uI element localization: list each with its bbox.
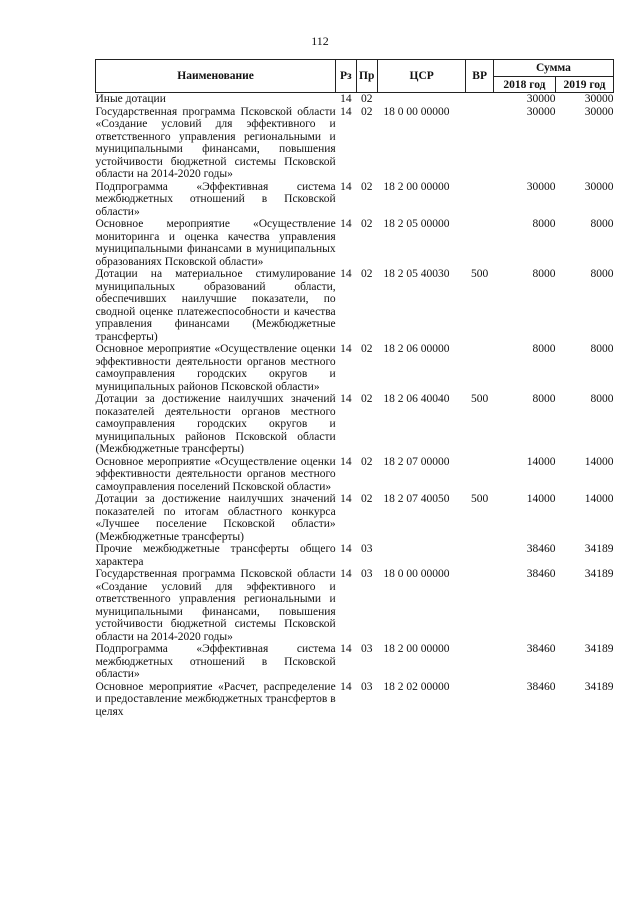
cell-rz: 14 <box>340 268 352 280</box>
table-row <box>96 218 614 268</box>
table-row <box>96 568 614 643</box>
cell-y2019: 8000 <box>590 218 614 230</box>
cell-pr: 02 <box>360 218 373 230</box>
cell-y2019: 34189 <box>584 543 614 555</box>
cell-y2018: 30000 <box>526 105 556 118</box>
cell-pr: 02 <box>360 455 373 468</box>
cell-csr: 18 2 07 00000 <box>383 455 450 468</box>
table-row <box>96 543 614 568</box>
cell-y2018: 8000 <box>532 393 556 405</box>
cell-pr: 02 <box>360 393 373 405</box>
header-name: Наименование <box>96 60 336 93</box>
cell-y2018: 38460 <box>526 680 556 693</box>
table-row <box>96 106 614 181</box>
cell-name: Основное мероприятие «Осуществление оценки эффективности деятельности органов местного самоуправления городских округов и муниципальных районов Псковской области» <box>95 343 336 393</box>
cell-csr: 18 2 06 00000 <box>383 343 450 355</box>
header-vr: ВР <box>466 60 493 93</box>
cell-y2019: 8000 <box>590 268 614 280</box>
table-row <box>96 93 614 106</box>
cell-vr <box>466 643 493 681</box>
cell-name: Государственная программа Псковской области «Создание условий для эффективного и ответственного управления региональными и муниципальными финансами, повышения устойчивости бюджетной системы Псковской области на 2014-2020 годы» <box>95 568 336 643</box>
cell-pr: 03 <box>360 643 373 655</box>
cell-rz: 14 <box>340 218 352 230</box>
cell-pr: 02 <box>360 493 373 505</box>
cell-pr: 02 <box>360 93 373 105</box>
cell-csr: 18 0 00 00000 <box>383 105 450 118</box>
cell-y2018: 30000 <box>526 93 556 105</box>
cell-y2018: 8000 <box>532 268 556 280</box>
cell-csr: 18 2 02 00000 <box>383 680 450 693</box>
cell-pr: 02 <box>360 105 373 118</box>
cell-vr: 500 <box>471 393 489 405</box>
cell-name: Прочие межбюджетные трансферты общего характера <box>95 543 336 568</box>
cell-y2018: 38460 <box>526 643 556 655</box>
cell-y2018: 38460 <box>526 543 556 555</box>
cell-y2019: 34189 <box>584 568 614 580</box>
header-pr: Пр <box>356 60 377 93</box>
table-row <box>96 681 614 719</box>
table-row <box>96 268 614 343</box>
cell-y2019: 30000 <box>584 93 614 105</box>
table-row <box>96 393 614 456</box>
cell-vr: 500 <box>471 493 489 505</box>
cell-name: Основное мероприятие «Осуществление мониторинга и оценка качества управления муниципальными финансами в муниципальных образованиях Псковской области» <box>95 218 336 268</box>
cell-y2018: 30000 <box>526 180 556 193</box>
cell-rz: 14 <box>340 568 352 580</box>
table-row <box>96 493 614 543</box>
cell-y2019: 14000 <box>584 455 614 468</box>
cell-name: Иные дотации <box>95 93 166 105</box>
cell-y2019: 34189 <box>584 680 614 693</box>
cell-name: Подпрограмма «Эффективная система межбюджетных отношений в Псковской области» <box>95 643 336 680</box>
cell-y2019: 8000 <box>590 393 614 405</box>
cell-rz: 14 <box>340 680 352 693</box>
cell-csr: 18 2 05 40030 <box>383 268 450 280</box>
header-year-2019: 2019 год <box>555 77 613 93</box>
cell-csr: 18 2 06 40040 <box>383 393 450 405</box>
table-row <box>96 643 614 681</box>
cell-rz: 14 <box>340 93 352 105</box>
cell-name: Дотации за достижение наилучших значений показателей деятельности органов местного самоуправления городских округов и муниципальных районов Псковской области (Межбюджетные трансферты) <box>95 393 336 455</box>
cell-rz: 14 <box>340 643 352 655</box>
cell-name: Основное мероприятие «Осуществление оценки эффективности деятельности органов местного самоуправления поселений Псковской области» <box>95 455 336 493</box>
header-year-2018: 2018 год <box>493 77 555 93</box>
cell-rz: 14 <box>340 180 352 193</box>
header-sum: Сумма <box>493 60 613 77</box>
cell-vr <box>466 681 493 719</box>
cell-vr <box>466 93 493 106</box>
cell-vr <box>466 343 493 393</box>
cell-y2019: 30000 <box>584 180 614 193</box>
cell-name: Основное мероприятие «Расчет, распределение и предоставление межбюджетных трансфертов в целях <box>95 680 336 718</box>
cell-vr <box>466 543 493 568</box>
cell-y2018: 8000 <box>532 343 556 355</box>
cell-csr: 18 2 00 00000 <box>383 643 450 655</box>
cell-y2019: 8000 <box>590 343 614 355</box>
cell-y2018: 14000 <box>526 493 556 505</box>
cell-csr: 18 2 05 00000 <box>383 218 450 230</box>
cell-rz: 14 <box>340 493 352 505</box>
cell-pr: 02 <box>360 180 373 193</box>
page-number: 112 <box>311 34 329 48</box>
cell-rz: 14 <box>340 105 352 118</box>
cell-y2018: 38460 <box>526 568 556 580</box>
cell-pr: 02 <box>360 343 373 355</box>
cell-y2018: 14000 <box>526 455 556 468</box>
cell-csr: 18 2 07 40050 <box>383 493 450 505</box>
table-row <box>96 343 614 393</box>
cell-rz: 14 <box>340 543 352 555</box>
cell-name: Дотации на материальное стимулирование муниципальных образований области, обеспечивших наилучшие показатели, по сводной оценке платежеспособности и качества управления финансами (Межбюджетные трансферты) <box>95 268 336 343</box>
cell-csr <box>377 93 466 106</box>
cell-rz: 14 <box>340 393 352 405</box>
cell-csr: 18 2 00 00000 <box>383 180 450 193</box>
cell-y2019: 34189 <box>584 643 614 655</box>
cell-y2019: 14000 <box>584 493 614 505</box>
budget-table <box>95 59 614 718</box>
cell-pr: 03 <box>360 568 373 580</box>
table-row <box>96 456 614 494</box>
cell-rz: 14 <box>340 455 352 468</box>
cell-pr: 03 <box>360 680 373 693</box>
cell-pr: 03 <box>360 543 373 555</box>
table-row <box>96 181 614 219</box>
cell-csr <box>377 543 466 568</box>
cell-name: Подпрограмма «Эффективная система межбюджетных отношений в Псковской области» <box>95 180 336 218</box>
cell-y2019: 30000 <box>584 105 614 118</box>
cell-vr: 500 <box>471 268 489 280</box>
header-csr: ЦСР <box>377 60 466 93</box>
cell-vr <box>466 218 493 268</box>
cell-name: Дотации за достижение наилучших значений показателей по итогам областного конкурса «Лучшее поселение Псковской области» (Межбюджетные трансферты) <box>95 493 336 543</box>
cell-vr <box>466 456 493 494</box>
header-rz: Рз <box>336 60 356 93</box>
cell-csr: 18 0 00 00000 <box>383 568 450 580</box>
cell-pr: 02 <box>360 268 373 280</box>
cell-vr <box>466 181 493 219</box>
cell-vr <box>466 106 493 181</box>
cell-name: Государственная программа Псковской области «Создание условий для эффективного и ответственного управления региональными и муниципальными финансами, повышения устойчивости бюджетной системы Псковской области на 2014-2020 годы» <box>95 105 336 180</box>
cell-y2018: 8000 <box>532 218 556 230</box>
cell-rz: 14 <box>340 343 352 355</box>
cell-vr <box>466 568 493 643</box>
